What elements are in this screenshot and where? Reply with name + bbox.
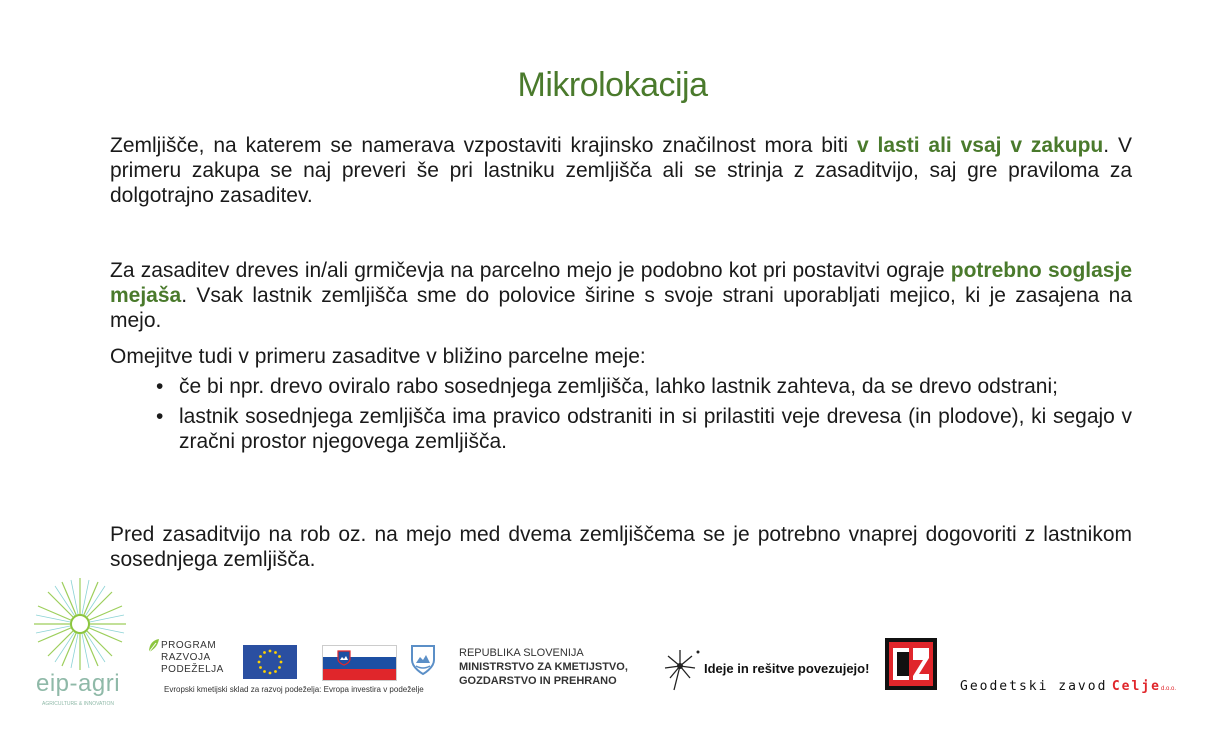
- eip-agri-tagline: AGRICULTURE & INNOVATION: [42, 701, 114, 707]
- list-item: [110, 374, 1132, 399]
- paragraph-text: . Vsak lastnik zemljišča sme do polovice širine s svoje strani uporabljati mejico, ki je zasajena na mejo.: [110, 284, 1132, 332]
- bullet-icon: •: [156, 375, 164, 398]
- eip-agri-wordmark: eip-agri: [36, 670, 121, 697]
- ministry-text: [459, 646, 628, 688]
- paragraph-text: Za zasaditev dreves in/ali grmičevja na parcelno mejo je podobno kot pri postavitvi ograje: [110, 259, 951, 282]
- list-item: [110, 404, 1132, 454]
- shield-icon: [410, 644, 436, 676]
- paragraph-agreement: Pred zasaditvijo na rob oz. na mejo med dvema zemljiščema se je potrebno vnaprej dogovoriti z lastnikom sosednjega zemljišča.: [110, 523, 1132, 571]
- doo-text: d.o.o.: [1161, 686, 1177, 692]
- eu-fund-caption: Evropski kmetijski sklad za razvoj podeželja: Evropa investira v podeželje: [164, 685, 424, 694]
- gz-logo: [885, 638, 937, 690]
- leaf-icon: [147, 638, 161, 654]
- dandelion-icon: [662, 646, 702, 692]
- page-title: Mikrolokacija: [517, 66, 708, 104]
- paragraph-text: . V primeru zakupa se naj preveri še pri lastniku zemljišča ali se strinja z zasaditvijo, saj gre praviloma za dolgotrajno zasaditev.: [110, 134, 1132, 207]
- paragraph-boundary: [110, 258, 1132, 333]
- geodetski-zavod-wordmark: [960, 677, 1176, 695]
- restrictions-list: [110, 374, 1132, 459]
- footer-logos: [0, 570, 1225, 731]
- program-line: PROGRAM: [161, 640, 217, 651]
- ministry-line: REPUBLIKA SLOVENIJA: [459, 647, 584, 659]
- bullet-icon: •: [156, 405, 164, 428]
- eu-flag: [243, 645, 297, 679]
- ideje-logo: [662, 646, 872, 692]
- geodetski-text: Geodetski zavod: [960, 679, 1108, 694]
- program-line: PODEŽELJA: [161, 664, 224, 675]
- eip-agri-logo: [28, 574, 132, 714]
- highlight-consent: potrebno soglasje mejaša: [110, 259, 1132, 307]
- ministry-line: GOZDARSTVO IN PREHRANO: [459, 675, 617, 687]
- paragraph-restrictions: Omejitve tudi v primeru zasaditve v bližino parcelne meje:: [110, 345, 646, 368]
- highlight-ownership: v lasti ali vsaj v zakupu: [856, 134, 1104, 157]
- ministry-emblem: [410, 644, 436, 676]
- ideje-slogan: Ideje in rešitve povezujejo!: [704, 661, 870, 676]
- paragraph-text: Zemljišče, na katerem se namerava vzpostaviti krajinsko značilnost mora biti: [110, 134, 857, 157]
- program-line: RAZVOJA: [161, 652, 211, 663]
- list-item-text: če bi npr. drevo oviralo rabo sosednjega zemljišča, lahko lastnik zahteva, da se drevo odstrani;: [179, 375, 1058, 398]
- celje-text: Celje: [1111, 679, 1161, 694]
- list-item-text: lastnik sosednjega zemljišča ima pravico odstraniti in si prilastiti veje drevesa (in plodove), ki segajo v zračni prostor njegovega zemljišča.: [179, 405, 1132, 453]
- paragraph-ownership: [110, 133, 1132, 208]
- slovenia-flag: [322, 645, 397, 681]
- coat-of-arms-icon: [337, 650, 351, 666]
- sunburst-icon: [28, 574, 132, 674]
- gz-mark-icon: [885, 638, 937, 690]
- ministry-line: MINISTRSTVO ZA KMETIJSTVO,: [459, 661, 628, 673]
- eu-stars-icon: [243, 645, 297, 679]
- program-razvoja-logo: [147, 636, 237, 686]
